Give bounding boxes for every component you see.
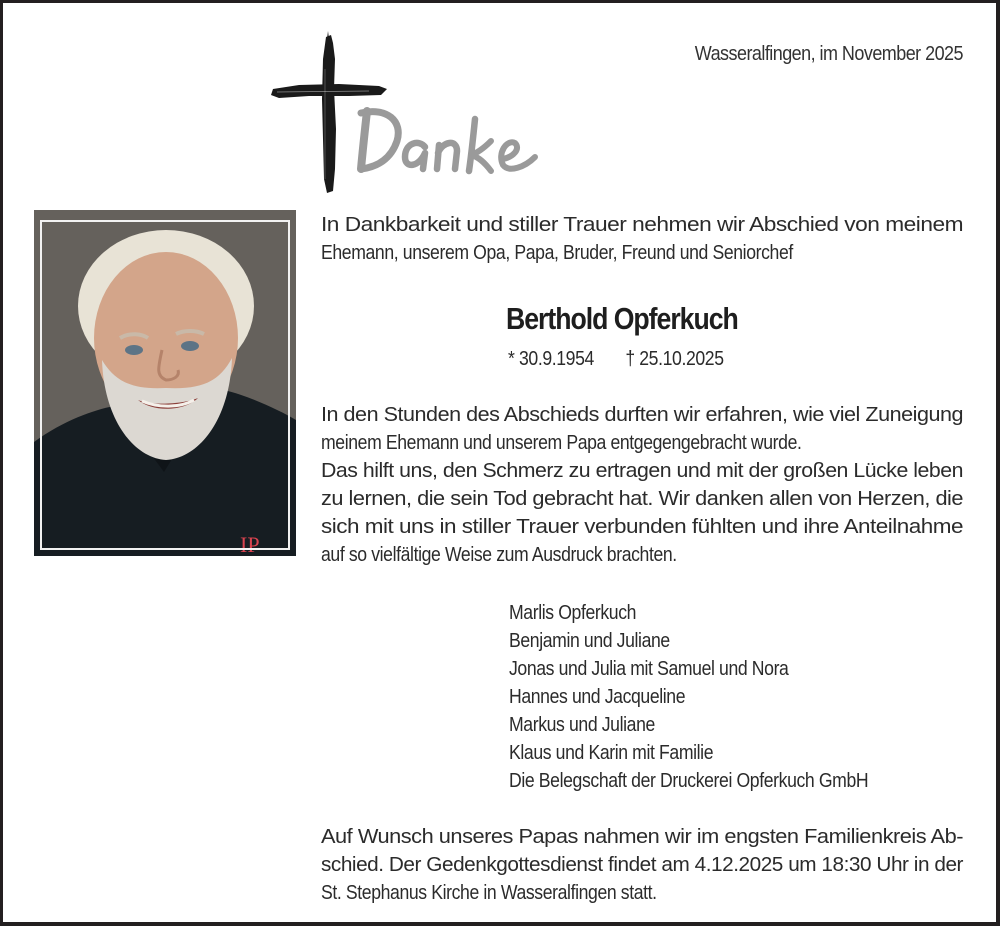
obituary-notice (3, 3, 996, 922)
header-graphic (269, 29, 549, 197)
mourner: Markus und Juliane (509, 713, 655, 736)
life-dates (508, 345, 724, 373)
mourners-list (509, 599, 927, 795)
cross-icon (269, 29, 549, 197)
mourner: Marlis Opferkuch (509, 601, 637, 624)
service-announcement: Auf Wunsch unseres Papas nahmen wir im engsten Familienkreis Ab- schied. Der Gedenkgottesdienst findet am 4.12.2025 um 18:30 Uhr in der St. Stephanus Kirche in Wasseralfingen statt. (321, 825, 963, 904)
intro-text: In Dankbarkeit und stiller Trauer nehmen wir Abschied von meinem Ehemann, unserem Opa, Papa, Bruder, Freund und Seniorchef (321, 213, 963, 264)
death-date: † 25.10.2025 (625, 347, 724, 370)
portrait-photo (34, 210, 296, 556)
mourner: Benjamin und Juliane (509, 629, 670, 652)
thanks-paragraph: In den Stunden des Abschieds durften wir erfahren, wie viel Zuneigung meinem Ehemann und unserem Papa entgegengebracht wurde. Das hilft uns, den Schmerz zu ertragen und mit der großen Lücke leben zu lernen, die sein Tod gebracht hat. Wir danken allen von Herzen, die sich mit uns in stiller Trauer verbunden fühlten und ihre Anteilnahme auf so vielfältige Weise zum Ausdruck brachten. (321, 403, 963, 566)
birth-date: * 30.9.1954 (508, 347, 594, 370)
mourner: Die Belegschaft der Druckerei Opferkuch GmbH (509, 769, 869, 792)
dateline: Wasseralfingen, im November 2025 (694, 43, 963, 65)
mourner: Klaus und Karin mit Familie (509, 741, 714, 764)
portrait-illustration (34, 210, 296, 556)
shirt-logo: IP (240, 532, 260, 556)
mourner: Jonas und Julia mit Samuel und Nora (509, 657, 789, 680)
deceased-name: Berthold Opferkuch (506, 301, 738, 336)
mourner: Hannes und Jacqueline (509, 685, 686, 708)
